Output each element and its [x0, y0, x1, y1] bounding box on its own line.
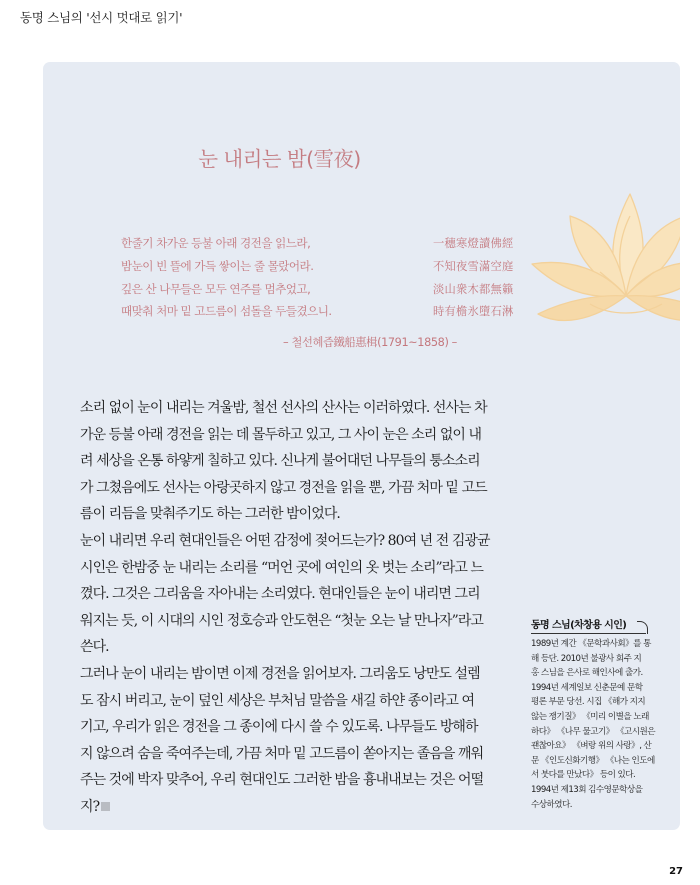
author-bio-line: 해 등단. 2010년 불광사 회주 지: [531, 653, 642, 664]
author-bio: [531, 616, 655, 812]
essay-line: 워지는 듯, 이 시대의 시인 정호승과 안도현은 “첫눈 오는 날 만나자”라고: [80, 612, 483, 629]
essay-line: 주는 것에 박자 맞추어, 우리 현대인도 그러한 밤을 흉내내보는 것은 어떨: [80, 772, 484, 789]
poem-line-korean: 때맞춰 처마 밑 고드름이 섬돌을 두들겼으니.: [121, 304, 332, 319]
poem-line-hanja: 淡山衆木都無籟: [433, 282, 514, 296]
essay-line: 지 않으려 숨을 죽여주는데, 가끔 처마 밑 고드름이 쏟아지는 졸음을 깨워: [80, 745, 484, 762]
author-bio-line: 서 붓다를 만났다》 등이 있다.: [531, 770, 636, 781]
essay-line: 가운 등불 아래 경전을 읽는 데 몰두하고 있고, 그 사이 눈은 소리 없이 내: [80, 426, 482, 443]
poem-attribution: – 철선혜즙鐵船惠楫(1791~1858) –: [283, 336, 457, 349]
poem-title: 눈 내리는 밤(雪夜): [198, 147, 361, 171]
poem-line-hanja: 一穗寒燈讀佛經: [433, 237, 514, 250]
poem-line-korean: 밤눈이 빈 뜰에 가득 쌓이는 줄 몰랐어라.: [121, 258, 314, 273]
author-bio-line: 하다》 《나무 물고기》 《고시원은: [531, 726, 655, 737]
poem-line: [121, 303, 514, 326]
end-square-icon: [101, 802, 110, 811]
essay-line: 꼈다. 그것은 그리움을 자아내는 소리였다. 현대인들은 눈이 내리면 그리: [80, 586, 480, 603]
poem-line: [121, 258, 514, 281]
poem-line: [121, 281, 514, 304]
essay-line: 그러나 눈이 내리는 밤이면 이제 경전을 읽어보자. 그리움도 낭만도 설렘: [80, 665, 480, 682]
page-number: 27: [669, 866, 683, 877]
essay-line: 소리 없이 눈이 내리는 겨울밤, 철선 선사의 산사는 이러하였다. 선사는 차: [80, 400, 487, 416]
author-bio-line: 평론 부문 당선. 시집 《해가 지지: [531, 697, 646, 708]
poem-line-hanja: 時有檐氷墮石淋: [433, 305, 514, 319]
author-bio-heading: 동명 스님(차창용 시인): [531, 616, 646, 634]
essay-line: 름이 리듬을 맞춰주기도 하는 그러한 밤이었다.: [80, 506, 340, 523]
running-head: 동명 스님의 '선시 멋대로 읽기': [20, 10, 183, 25]
author-bio-line: 괜찮아요》 《벼랑 위의 사랑》, 산: [531, 741, 652, 752]
poem-line: [121, 235, 514, 258]
author-bio-line: 홍 스님을 은사로 해인사에 출가.: [531, 668, 643, 679]
author-bio-line: 1989년 계간 《문학과사회》를 통: [531, 639, 651, 649]
essay-line: 기고, 우리가 읽은 경전을 그 종이에 다시 쓸 수 있도록. 나무들도 방해하: [80, 719, 478, 736]
essay-line: 도 잠시 버리고, 눈이 덮인 세상은 부처님 말씀을 새길 하얀 종이라고 여: [80, 692, 475, 709]
essay-line: 눈이 내리면 우리 현대인들은 어떤 감정에 젖어드는가? 80여 년 전 김광균: [80, 532, 490, 549]
lotus-icon: [520, 154, 680, 354]
author-bio-line: 문 《인도신화기행》 《나는 인도에: [531, 755, 655, 766]
author-bio-line: 1994년 세계일보 신춘문예 문학: [531, 682, 643, 693]
author-bio-line: 않는 쟁기질》 《미리 이별을 노래: [531, 711, 649, 722]
essay-line: 시인은 한밤중 눈 내리는 소리를 “머언 곳에 여인의 옷 벗는 소리”라고 느: [80, 559, 483, 576]
essay-line: 지?: [80, 798, 100, 815]
poem-line-korean: 한줄기 차가운 등불 아래 경전을 읽느라,: [121, 236, 311, 250]
essay-line: 가 그쳤음에도 선사는 아랑곳하지 않고 경전을 읽을 뿐, 가끔 처마 밑 고드: [80, 479, 487, 496]
poem: [121, 235, 514, 326]
essay-body: [80, 395, 514, 821]
poem-line-hanja: 不知夜雪滿空庭: [433, 259, 514, 273]
essay-line: 려 세상을 온통 하얗게 칠하고 있다. 신나게 불어대던 나무들의 퉁소소리: [80, 453, 480, 470]
author-bio-line: 1994년 제13회 김수영문학상을: [531, 784, 643, 795]
content-panel: [43, 62, 680, 830]
essay-line: 쓴다.: [80, 639, 109, 656]
author-bio-line: 수상하였다.: [531, 799, 572, 810]
poem-line-korean: 깊은 산 나무들은 모두 연주를 멈추었고,: [121, 281, 311, 296]
essay-last-line: [80, 794, 514, 821]
